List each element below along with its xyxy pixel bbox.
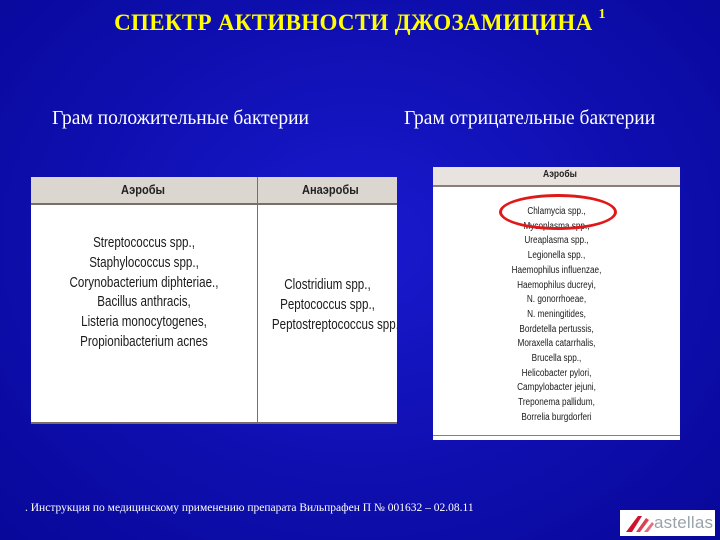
list-item: Legionella spp., — [527, 250, 586, 262]
list-item: Peptococcus spp., — [280, 296, 375, 313]
title-footnote-mark: 1 — [598, 7, 606, 23]
list-item: Listeria monocytogenes, — [81, 314, 207, 331]
list-item: N. gonorrhoeae, — [526, 294, 587, 306]
list-item: Bordetella pertussis, — [519, 323, 594, 335]
list-item: Chlamycia spp., — [527, 206, 586, 217]
list-item: Propionibacterium acnes — [80, 333, 208, 350]
list-item: Campylobacter jejuni, — [517, 382, 596, 394]
logo-mark-icon — [622, 510, 656, 536]
list-item: Corynobacterium diphteriae., — [69, 274, 219, 291]
list-item: Streptococcus spp., — [93, 235, 195, 251]
list-item: Brucella spp., — [531, 353, 582, 365]
highlight-ellipse — [499, 194, 617, 230]
list-item: Haemophilus influenzae, — [511, 264, 602, 276]
list-item: Bacillus anthracis, — [97, 294, 191, 311]
title-text: СПЕКТР АКТИВНОСТИ ДЖОЗАМИЦИНА — [114, 10, 593, 35]
list-item: N. meningitides, — [527, 308, 586, 320]
list-item: Peptostreptococcus spp. — [271, 316, 399, 333]
list-item: Borrelia burgdorferi — [521, 411, 592, 423]
list-item: Mycoplasma spp., — [523, 220, 590, 232]
header-anaerobes: Анаэробы — [302, 182, 359, 197]
list-item: Haemophilus ducreyi, — [517, 279, 596, 291]
anaerobes-list — [258, 276, 397, 335]
list-item: Moraxella catarrhalis, — [517, 338, 596, 350]
table-bottom-border — [433, 435, 680, 436]
slide-title — [0, 7, 720, 36]
astellas-logo — [620, 510, 715, 536]
subtitle-gram-positive: Грам положительные бактерии — [52, 108, 309, 129]
list-item: Ureaplasma spp., — [524, 235, 589, 247]
subtitle-gram-negative: Грам отрицательные бактерии — [404, 108, 656, 129]
table-bottom-border — [31, 422, 397, 424]
header-aerobes: Аэробы — [121, 182, 165, 197]
list-item: Staphylococcus spp., — [89, 254, 199, 271]
gram-positive-table — [31, 177, 397, 424]
logo-text: astellas — [654, 513, 714, 532]
aerobes-list — [433, 205, 680, 426]
list-item: Treponema pallidum, — [518, 397, 595, 409]
list-item: Helicobacter pylori, — [521, 367, 592, 379]
header-aerobes: Аэробы — [543, 169, 577, 180]
list-item: Clostridium spp., — [284, 277, 371, 293]
footnote: . Инструкция по медицинскому применению препарата Вильпрафен П № 001632 – 02.08.11 — [25, 502, 474, 514]
aerobes-list — [31, 234, 257, 353]
